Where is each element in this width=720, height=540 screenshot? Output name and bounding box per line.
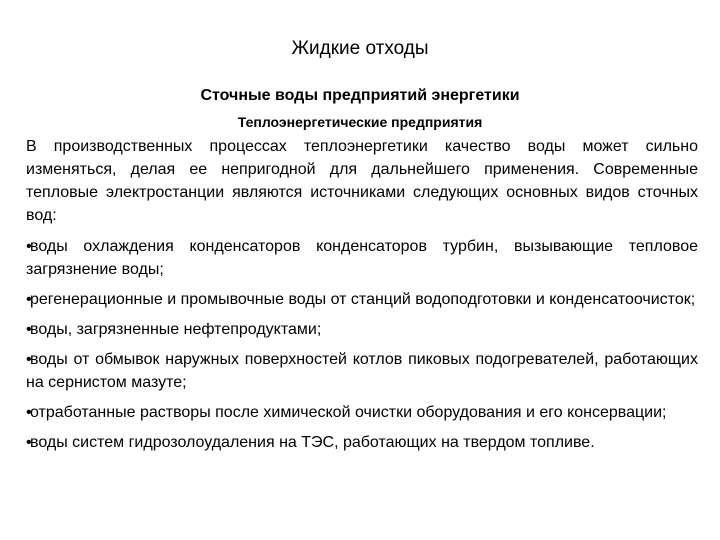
list-item-text: воды систем гидрозолоудаления на ТЭС, работающих на твердом топливе.	[30, 434, 595, 451]
bullet-icon: •	[26, 321, 32, 338]
list-item-text: воды от обмывок наружных поверхностей котлов пиковых подогревателей, работающих на сернистом мазуте;	[26, 351, 698, 391]
bullet-icon: •	[26, 404, 32, 421]
section-heading: Теплоэнергетические предприятия	[237, 114, 483, 130]
bullet-list	[26, 235, 698, 454]
list-item	[26, 431, 698, 454]
list-item	[26, 235, 698, 281]
list-item-text: отработанные растворы после химической очистки оборудования и его консервации;	[30, 404, 667, 421]
bullet-icon: •	[26, 238, 32, 255]
bullet-icon: •	[26, 291, 32, 308]
bullet-icon: •	[26, 434, 32, 451]
list-item-text: воды охлаждения конденсаторов конденсаторов турбин, вызывающие тепловое загрязнение воды;	[26, 238, 698, 278]
list-item-text: воды, загрязненные нефтепродуктами;	[30, 321, 322, 338]
list-item-text: регенерационные и промывочные воды от станций водоподготовки и конденсатоочисток;	[30, 291, 696, 308]
slide-subtitle: Сточные воды предприятий энергетики	[200, 87, 520, 104]
list-item	[26, 401, 698, 424]
list-item	[26, 288, 698, 311]
intro-paragraph: В производственных процессах теплоэнергетики качество воды может сильно изменяться, делая ее непригодной для дальнейшего применения. Современные тепловые электростанции являются источниками следующих основных видов сточных вод:	[26, 138, 698, 224]
slide-title: Жидкие отходы	[291, 38, 429, 59]
list-item	[26, 318, 698, 341]
bullet-icon: •	[26, 351, 32, 368]
slide-body	[26, 135, 698, 461]
list-item	[26, 348, 698, 394]
